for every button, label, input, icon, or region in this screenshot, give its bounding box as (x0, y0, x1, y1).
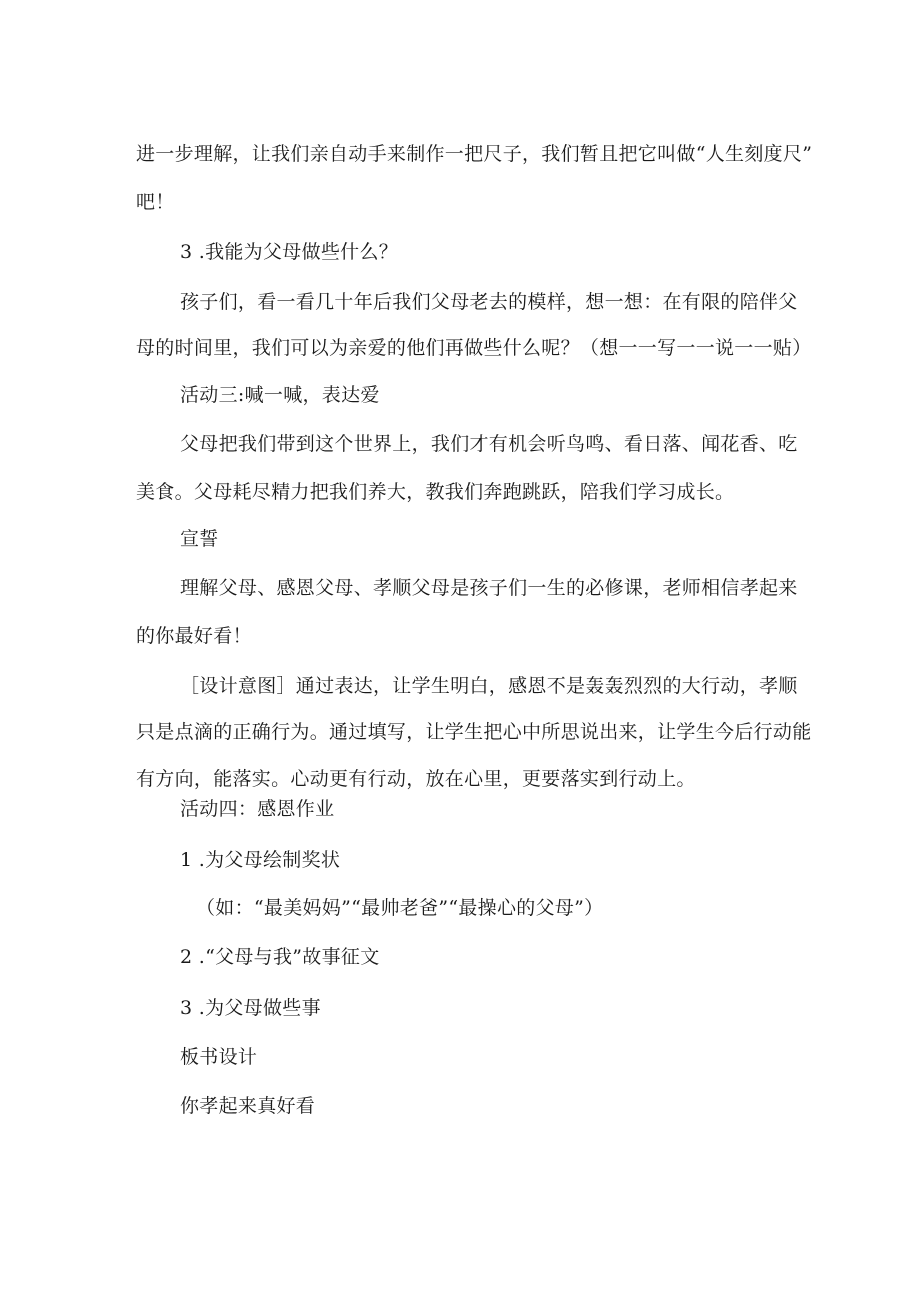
section-heading: 活动三:喊一喊，表达爱 (180, 384, 380, 406)
text-line: 美食。父母耗尽精力把我们养大，教我们奔跑跳跃，陪我们学习成长。 (136, 481, 735, 503)
list-item: 3 .为父母做些事 (180, 997, 321, 1019)
text-line: 吧！ (136, 191, 175, 213)
board-title: 你孝起来真好看 (180, 1095, 316, 1117)
list-item: 1 .为父母绘制奖状 (180, 849, 341, 871)
section-heading: 宣誓 (180, 528, 219, 550)
text-line: 理解父母、感恩父母、孝顺父母是孩子们一生的必修课，老师相信孝起来 (180, 577, 798, 599)
text-line: 孩子们，看一看几十年后我们父母老去的模样，想一想：在有限的陪伴父 (180, 291, 798, 313)
section-heading: 活动四：感恩作业 (180, 798, 335, 820)
text-line: 的你最好看！ (136, 625, 252, 647)
text-line: 父母把我们带到这个世界上，我们才有机会听鸟鸣、看日落、闻花香、吃 (180, 433, 798, 455)
section-heading: 板书设计 (180, 1046, 258, 1068)
list-item-note: （如：“最美妈妈”“最帅老爸”“最操心的父母”） (196, 897, 604, 919)
text-line: ［设计意图］通过表达，让学生明白，感恩不是轰轰烈烈的大行动，孝顺 (180, 675, 798, 697)
section-heading: 3 .我能为父母做些什么？ (180, 241, 399, 263)
text-line: 进一步理解，让我们亲自动手来制作一把尺子，我们暂且把它叫做“人生刻度尺” (136, 143, 813, 165)
list-item: 2 .“父母与我”故事征文 (180, 946, 380, 968)
text-line: 有方向，能落实。心动更有行动，放在心里，更要落实到行动上。 (136, 768, 696, 790)
text-line: 只是点滴的正确行为。通过填写，让学生把心中所思说出来，让学生今后行动能 (136, 721, 812, 743)
text-line: 母的时间里，我们可以为亲爱的他们再做些什么呢？（想一一写一一说一一贴） (136, 337, 812, 359)
